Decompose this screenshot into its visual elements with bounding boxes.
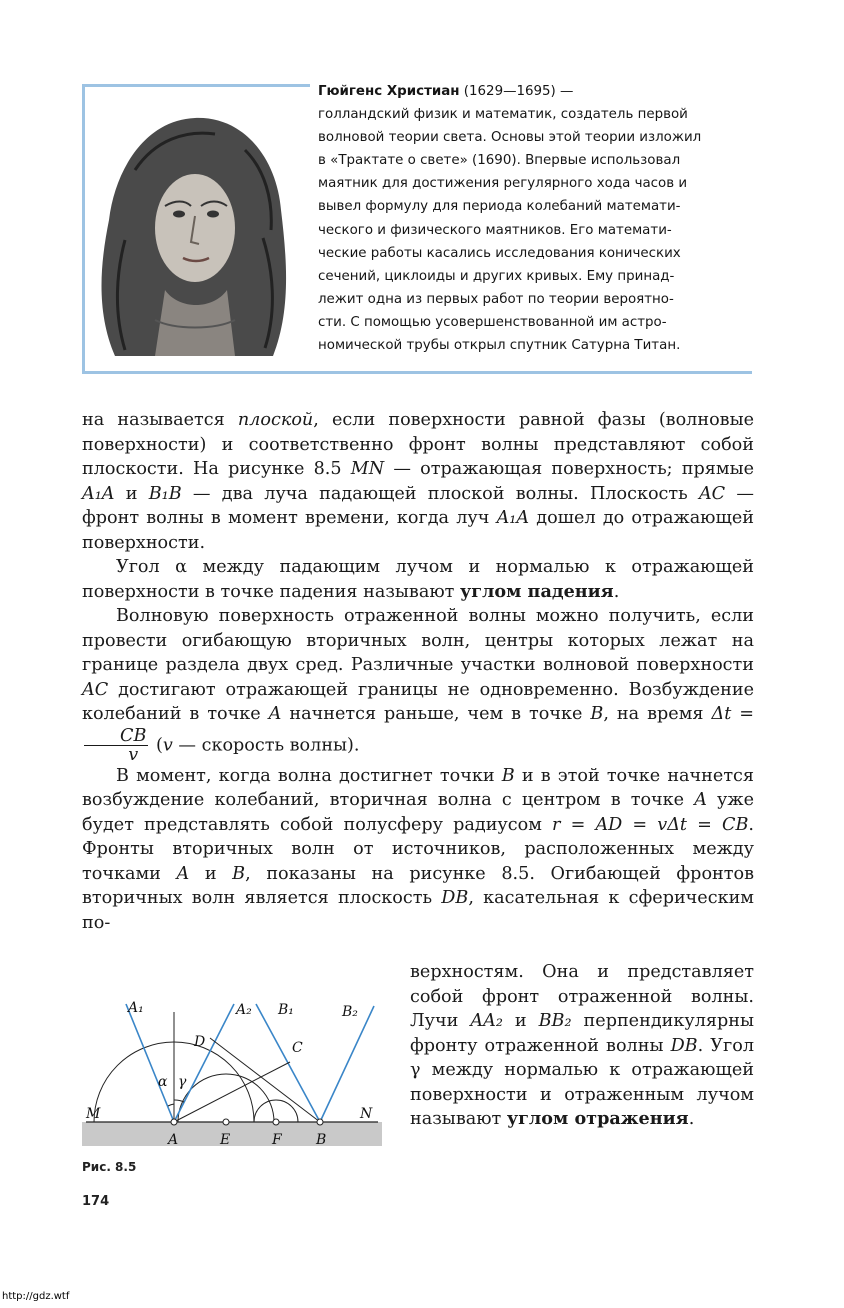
point-b xyxy=(317,1119,323,1125)
label-d: D xyxy=(194,1034,206,1050)
bio-line: сечений, циклоиды и других кривых. Ему принад- xyxy=(318,268,675,284)
bio-line: номической трубы открыл спутник Сатурна Титан. xyxy=(318,338,681,354)
watermark-link[interactable]: http://gdz.wtf xyxy=(2,1291,70,1302)
label-m: M xyxy=(86,1106,101,1122)
bio-line: в «Трактате о свете» (1690). Впервые использовал xyxy=(318,153,681,169)
point-f xyxy=(273,1119,279,1125)
ray-aa2 xyxy=(174,1004,234,1122)
label-a: A xyxy=(168,1132,179,1148)
label-e: E xyxy=(220,1132,231,1148)
bio-line: ческие работы касались исследования конических xyxy=(318,245,681,261)
bio-years: (1629—1695) — xyxy=(459,84,574,99)
label-b1: B₁ xyxy=(278,1002,294,1018)
point-a xyxy=(171,1119,177,1125)
front-ac xyxy=(174,1062,290,1122)
paragraph-5: верхностям. Она и представляет собой фронт отраженной волны. Лучи AA₂ и BB₂ перпендикулярны фронту отраженной волны DB. Угол γ между нормалью к отражающей поверхности и отраженным лучом называют углом отражения. xyxy=(410,962,754,1129)
huygens-portrait xyxy=(95,110,291,356)
label-b2: B₂ xyxy=(342,1004,358,1020)
frame-bottom-edge xyxy=(82,371,752,374)
label-a2: A₂ xyxy=(236,1002,252,1018)
label-gamma: γ xyxy=(178,1074,187,1090)
label-a1: A₁ xyxy=(128,1000,144,1016)
bio-line: сти. С помощью усовершенствованной им астро- xyxy=(318,314,667,330)
reflecting-medium xyxy=(82,1122,382,1146)
bio-text xyxy=(318,80,754,357)
bio-line: маятник для достижения регулярного хода часов и xyxy=(318,176,688,192)
ray-bb2 xyxy=(320,1006,374,1122)
label-n: N xyxy=(360,1106,373,1122)
paragraph-3: Волновую поверхность отраженной волны можно получить, если провести огибающую вторичных волн, центры которых лежат на границе раздела двух сред. Различные участки волновой поверхности AC достигают отражающей границы не одновременно. Возбуждение колебаний в точке A начнется раньше, чем в точке B, на время Δt = $\frac{CB}{v}$ (v — скорость волны). xyxy=(82,606,754,765)
frame-left-edge xyxy=(82,84,85,374)
figure-caption: Рис. 8.5 xyxy=(82,1160,137,1174)
bio-line: волновой теории света. Основы этой теории изложил xyxy=(318,130,702,146)
label-f: F xyxy=(272,1132,282,1148)
figure-8-5 xyxy=(82,990,382,1150)
ray-a1a xyxy=(126,1004,174,1122)
label-alpha: α xyxy=(158,1074,168,1090)
label-c: C xyxy=(292,1040,303,1056)
point-e xyxy=(223,1119,229,1125)
page-number: 174 xyxy=(82,1194,110,1209)
paragraph-1: на называется плоской, если поверхности равной фазы (волновые поверхности) и соответственно фронт волны представляют собой плоскости. На рисунке 8.5 MN — отражающая поверхность; прямые A₁A и B₁B — два луча падающей плоской волны. Плоскость AC — фронт волны в момент времени, когда луч A₁A дошел до отражающей поверхности. xyxy=(82,410,754,553)
paragraph-4: В момент, когда волна достигнет точки B и в этой точке начнется возбуждение колебаний, вторичная волна с центром в точке A уже будет представлять собой полусферу радиусом r = AD = vΔt = CB. Фронты вторичных волн от источников, расположенных между точками A и B, показаны на рисунке 8.5. Огибающей фронтов вторичных волн является плоскость DB, касательная к сферическим по- xyxy=(82,765,755,933)
bio-name: Гюйгенс Христиан xyxy=(318,84,460,99)
bio-line: ческого и физического маятников. Его математи- xyxy=(318,222,672,238)
paragraph-2: Угол α между падающим лучом и нормалью к отражающей поверхности в точке падения называют углом падения. xyxy=(82,557,754,602)
front-db xyxy=(210,1038,320,1122)
label-b: B xyxy=(316,1132,327,1148)
bio-line: вывел формулу для периода колебаний математи- xyxy=(318,199,681,215)
bio-line: лежит одна из первых работ по теории вероятно- xyxy=(318,291,674,307)
wavelet-e xyxy=(178,1074,274,1122)
bio-line: голландский физик и математик, создатель первой xyxy=(318,107,688,123)
fraction-cb-over-v: $\frac{CB}{v}$ xyxy=(84,727,148,764)
frame-top-edge xyxy=(82,84,310,87)
main-text xyxy=(82,408,754,935)
right-column-text xyxy=(410,960,754,1132)
